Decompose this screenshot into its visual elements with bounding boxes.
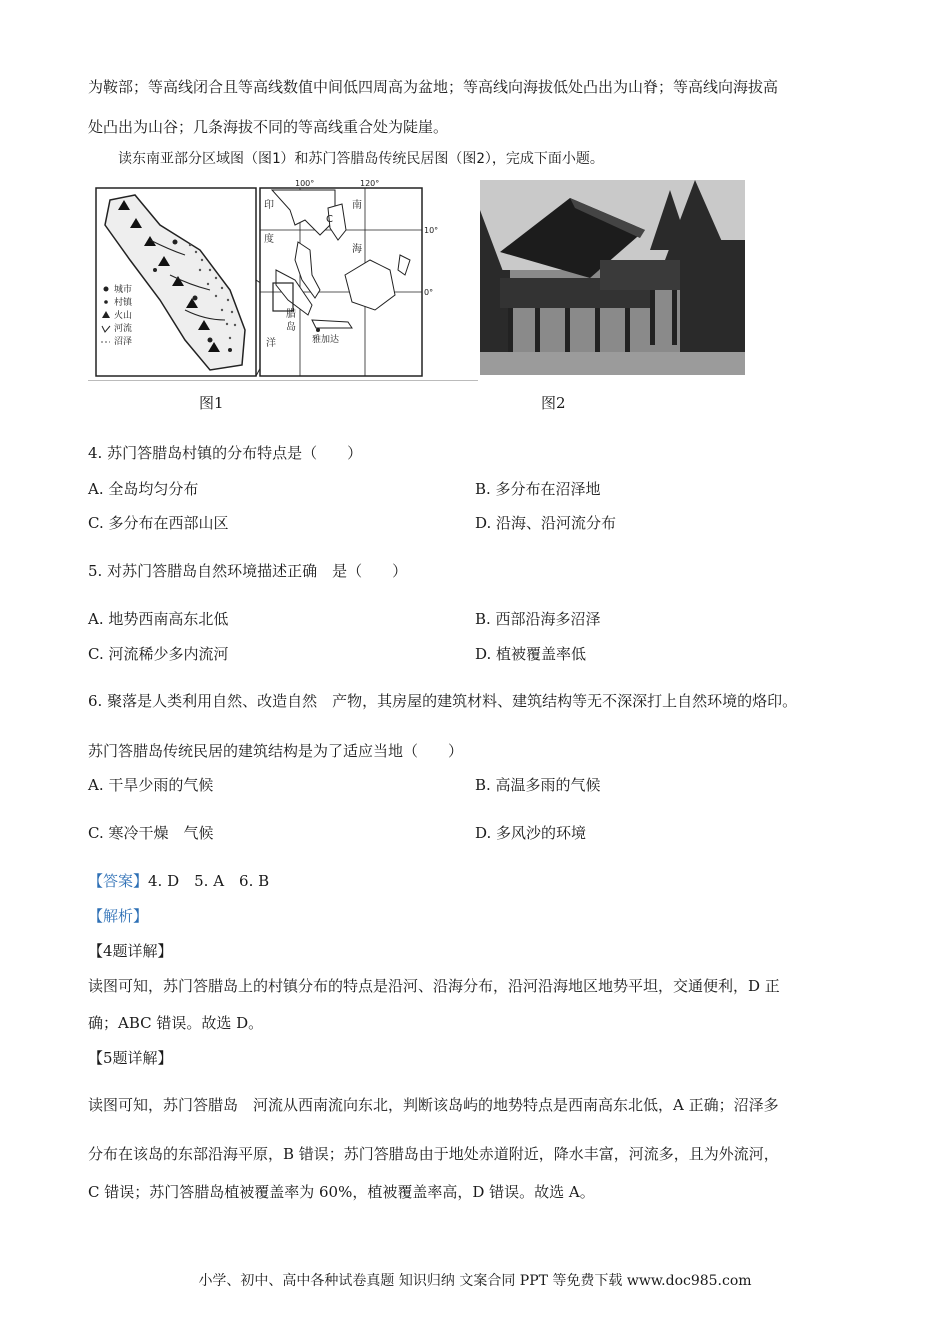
detail-5-tag: 【5题详解】	[88, 1049, 173, 1067]
q5-option-d: D. 植被覆盖率低	[475, 645, 587, 663]
map-label-dao: 岛	[286, 322, 296, 333]
answer-text: 4. D 5. A 6. B	[148, 872, 270, 890]
figure-prompt: 读东南亚部分区域图（图1）和苏门答腊岛传统民居图（图2），完成下面小题。	[118, 151, 604, 167]
q5-option-b: B. 西部沿海多沼泽	[475, 610, 601, 628]
figure-1-caption: 图1	[199, 394, 224, 412]
analysis-tag: 【解析】	[88, 907, 149, 925]
map-label-jakarta: 雅加达	[312, 335, 340, 345]
map-lat-0: 0°	[424, 288, 434, 297]
q5-option-c: C. 河流稀少多内流河	[88, 645, 229, 663]
map-label-yang: 洋	[266, 338, 276, 349]
figure-2-photo	[480, 180, 745, 375]
answer-line	[88, 870, 269, 891]
legend-volcano: 火山	[114, 311, 133, 321]
figure-2-caption: 图2	[541, 394, 566, 412]
q6-option-a: A. 干旱少雨的气候	[88, 776, 214, 794]
q4-stem: 4. 苏门答腊岛村镇的分布特点是（ ）	[88, 444, 363, 462]
detail-5-line-1: 读图可知，苏门答腊岛 河流从西南流向东北，判断该岛屿的地势特点是西南高东北低，A 正确；沼泽多	[88, 1096, 779, 1114]
figure-1-map	[90, 180, 470, 380]
map-label-yin: 印	[264, 200, 274, 211]
map-label-la: 腊	[286, 309, 296, 320]
detail-5-line-3: C 错误；苏门答腊岛植被覆盖率为 60%，植被覆盖率高，D 错误。故选 A。	[88, 1183, 595, 1201]
q4-option-a: A. 全岛均匀分布	[88, 480, 199, 498]
map-lat-10: 10°	[424, 226, 439, 235]
q6-option-b: B. 高温多雨的气候	[475, 776, 601, 794]
detail-4-tag: 【4题详解】	[88, 942, 173, 960]
map-lon-120: 120°	[360, 180, 380, 188]
legend-river: 河流	[114, 324, 133, 334]
q6-option-d: D. 多风沙的环境	[475, 824, 587, 842]
legend-swamp: 沼泽	[114, 337, 133, 347]
detail-5-line-2: 分布在该岛的东部沿海平原，B 错误；苏门答腊岛由于地处赤道附近，降水丰富，河流多，且为外流河，	[88, 1145, 779, 1163]
detail-4-line-1: 读图可知，苏门答腊岛上的村镇分布的特点是沿河、沿海分布，沿河沿海地区地势平坦，交通便利，D 正	[88, 977, 780, 995]
legend-city: 城市	[114, 285, 133, 295]
q5-stem: 5. 对苏门答腊岛自然环境描述正确 是（ ）	[88, 562, 408, 580]
q6-stem-line-2: 苏门答腊岛传统民居的建筑结构是为了适应当地（ ）	[88, 742, 464, 760]
map-label-nan: 南	[352, 200, 362, 211]
q5-option-a: A. 地势西南高东北低	[88, 610, 229, 628]
legend-town: 村镇	[114, 298, 133, 308]
map-label-c: C	[326, 214, 333, 225]
intro-line-1: 为鞍部；等高线闭合且等高线数值中间低四周高为盆地；等高线向海拔低处凸出为山脊；等高线向海拔高	[88, 78, 779, 96]
answer-tag: 【答案】	[88, 872, 149, 890]
q6-option-c: C. 寒冷干燥 气候	[88, 824, 214, 842]
q6-stem-line-1: 6. 聚落是人类利用自然、改造自然 产物，其房屋的建筑材料、建筑结构等无不深深打上自然环境的烙印。	[88, 692, 798, 710]
q4-option-b: B. 多分布在沼泽地	[475, 480, 601, 498]
house-photo-graphic	[480, 180, 745, 375]
page-footer: 小学、初中、高中各种试卷真题 知识归纳 文案合同 PPT 等免费下载 www.doc985.com	[198, 1273, 752, 1289]
detail-4-line-2: 确；ABC 错误。故选 D。	[88, 1014, 264, 1032]
q4-option-c: C. 多分布在西部山区	[88, 514, 229, 532]
map-label-du: 度	[264, 234, 274, 245]
q4-option-d: D. 沿海、沿河流分布	[475, 514, 617, 532]
intro-line-2: 处凸出为山谷；几条海拔不同的等高线重合处为陡崖。	[88, 118, 449, 136]
figure-divider	[88, 380, 478, 381]
map-label-hai: 海	[352, 244, 362, 255]
map-graphic	[90, 180, 470, 380]
map-lon-100: 100°	[295, 180, 315, 188]
